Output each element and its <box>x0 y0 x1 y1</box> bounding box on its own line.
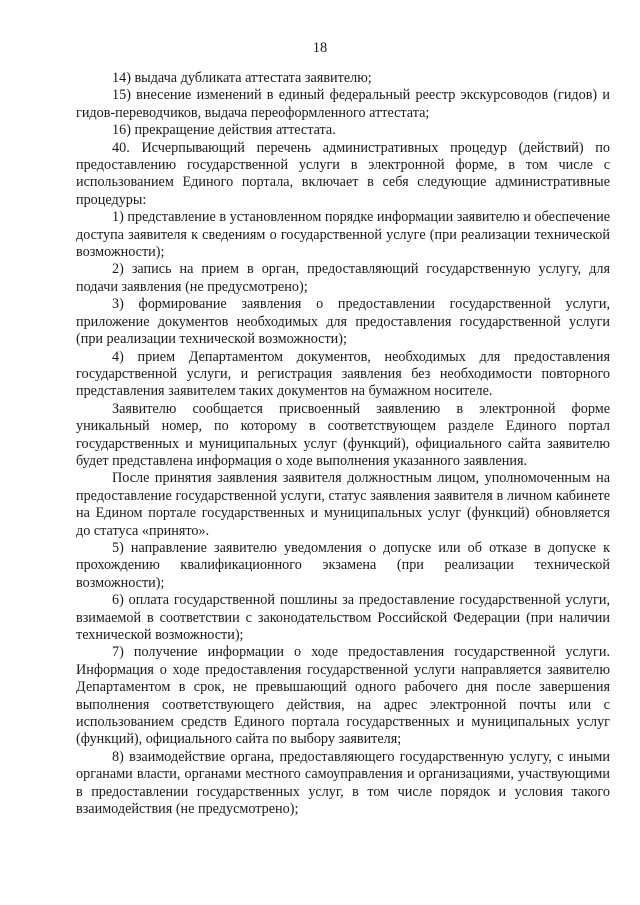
paragraph-procedure-1: 1) представление в установленном порядке информации заявителю и обеспечение доступа заявителя к сведениям о государственной услуге (при реализации технической возможности); <box>76 209 610 261</box>
paragraph-section-40: 40. Исчерпывающий перечень административных процедур (действий) по предоставлению государственной услуги в электронной форме, в том числе с использованием Единого портала, включает в себя следующие административные процедуры: <box>76 139 610 208</box>
paragraph-procedure-7: 7) получение информации о ходе предоставления государственной услуги. Информация о ходе предоставления государственной услуги направляется заявителю Департаментом в срок, не превышающий одного рабочего дня после завершения выполнения соответствующего действия, на адрес электронной почты или с использованием средств Единого портала государственных и муниципальных услуг (функций), официального сайта по выбору заявителя; <box>76 644 610 748</box>
paragraph-procedure-6: 6) оплата государственной пошлины за предоставление государственной услуги, взимаемой в соответствии с законодательством Российской Федерации (при наличии технической возможности); <box>76 592 610 643</box>
paragraph-item-16: 16) прекращение действия аттестата. <box>112 122 336 139</box>
paragraph-procedure-2: 2) запись на прием в орган, предоставляющий государственную услугу, для подачи заявления (не предусмотрено); <box>76 261 610 295</box>
paragraph-procedure-5: 5) направление заявителю уведомления о допуске или об отказе в допуске к прохождению квалификационного экзамена (при реализации технической возможности); <box>76 539 610 591</box>
paragraph-procedure-8: 8) взаимодействие органа, предоставляющего государственную услугу, с иными органами власти, органами местного самоуправления и организациями, участвующими в предоставлении государственных услуг, в том числе порядок и условия такого взаимодействия (не предусмотрено); <box>76 748 610 818</box>
paragraph-item-14: 14) выдача дубликата аттестата заявителю; <box>112 70 372 86</box>
document-body <box>76 70 610 818</box>
paragraph-unique-number: Заявителю сообщается присвоенный заявлению в электронной форме уникальный номер, по которому в соответствующем разделе Единого портал государственных и муниципальных услуг (функций), официального сайта заявителю будет представлена информация о ходе выполнения указанного заявления. <box>76 400 610 469</box>
paragraph-procedure-4: 4) прием Департаментом документов, необходимых для предоставления государственной услуги, и регистрация заявления без необходимости повторного представления заявителем таких документов на бумажном носителе. <box>76 348 610 400</box>
paragraph-item-15: 15) внесение изменений в единый федеральный реестр экскурсоводов (гидов) и гидов-переводчиков, выдача переоформленного аттестата; <box>76 87 610 121</box>
page-number: 18 <box>312 40 328 56</box>
paragraph-status-accepted: После принятия заявления заявителя должностным лицом, уполномоченным на предоставление государственной услуги, статус заявления заявителя в личном кабинете на Едином портале государственных и муниципальных услуг (функций) обновляется до статуса «принято». <box>76 470 610 539</box>
paragraph-procedure-3: 3) формирование заявления о предоставлении государственной услуги, приложение документов необходимых для предоставления государственной услуги (при реализации технической возможности); <box>76 296 610 348</box>
